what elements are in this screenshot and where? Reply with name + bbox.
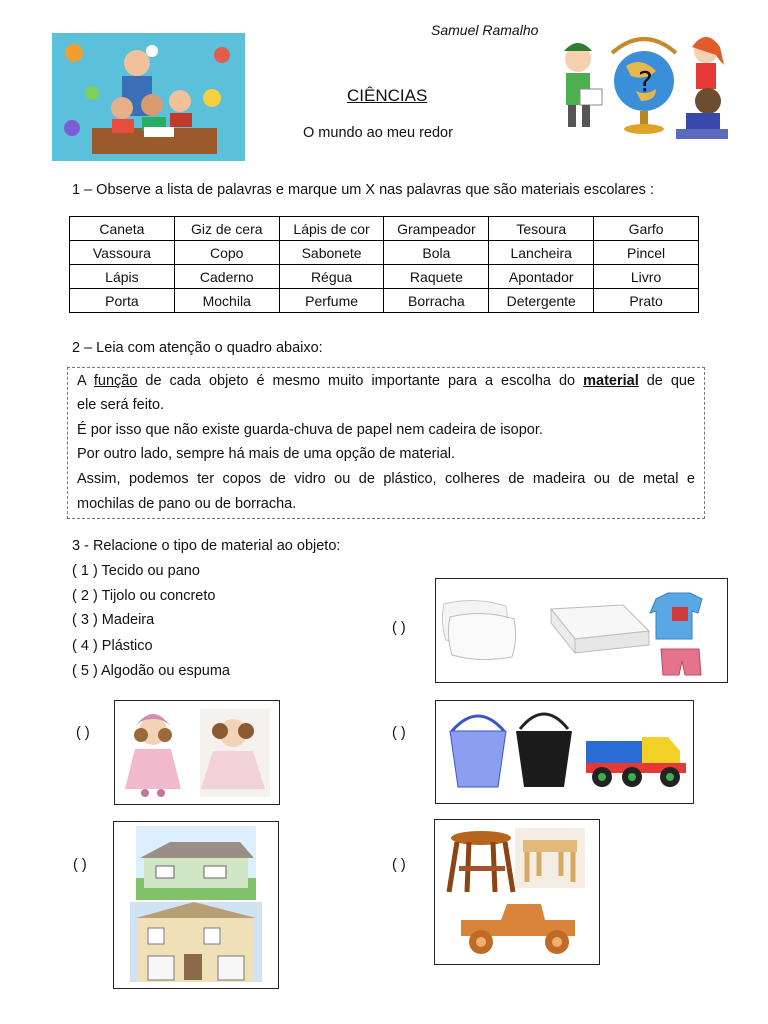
word-cell[interactable]: Grampeador [384,217,489,241]
header-clipart-children-studying [52,33,245,161]
word-cell[interactable]: Prato [594,289,699,313]
page-title: CIÊNCIAS [347,86,428,105]
word-cell[interactable]: Copo [174,241,279,265]
page-subtitle: O mundo ao meu redor [303,125,453,141]
picture-rag-dolls [114,700,280,805]
word-cell[interactable]: Detergente [489,289,594,313]
answer-blank-wood[interactable]: ( ) [392,857,406,873]
question-1-prompt: 1 – Observe a lista de palavras e marque um X nas palavras que são materiais escolares : [72,182,654,198]
word-cell[interactable]: Caderno [174,265,279,289]
keyword-material: material [583,373,639,389]
reading-text: A [77,373,86,389]
picture-plastic-objects [435,700,694,804]
word-table [69,216,699,313]
reading-line-1 [77,369,695,393]
word-cell[interactable]: Perfume [279,289,384,313]
word-cell[interactable]: Sabonete [279,241,384,265]
reading-line-2: ele será feito. [77,397,165,413]
svg-text:?: ? [638,65,653,98]
header-clipart-kids-globe [556,31,734,143]
keyword-funcao: função [93,373,138,389]
reading-text: de que [646,373,696,389]
option-1: ( 1 ) Tecido ou pano [72,563,200,579]
word-cell[interactable]: Tesoura [489,217,594,241]
reading-line-6: mochilas de pano ou de borracha. [77,496,297,512]
word-cell[interactable]: Porta [70,289,175,313]
reading-box [67,367,705,519]
word-cell[interactable]: Pincel [594,241,699,265]
word-table-row [70,217,699,241]
question-3-prompt: 3 - Relacione o tipo de material ao objeto: [72,538,341,554]
option-3: ( 3 ) Madeira [72,612,155,628]
word-table-row [70,289,699,313]
word-cell[interactable]: Lápis [70,265,175,289]
picture-houses [113,821,279,989]
answer-blank-houses[interactable]: ( ) [73,857,87,873]
word-cell[interactable]: Raquete [384,265,489,289]
word-cell[interactable]: Borracha [384,289,489,313]
word-cell[interactable]: Lápis de cor [279,217,384,241]
question-2-prompt: 2 – Leia com atenção o quadro abaixo: [72,340,323,356]
option-4: ( 4 ) Plástico [72,638,153,654]
word-cell[interactable]: Mochila [174,289,279,313]
picture-wooden-objects [434,819,600,965]
reading-line-4: Por outro lado, sempre há mais de uma opção de material. [77,446,456,462]
word-cell[interactable]: Livro [594,265,699,289]
word-cell[interactable]: Giz de cera [174,217,279,241]
reading-line-3: É por isso que não existe guarda-chuva de papel nem cadeira de isopor. [77,422,543,438]
answer-blank-dolls[interactable]: ( ) [76,725,90,741]
word-cell[interactable]: Garfo [594,217,699,241]
word-table-row [70,241,699,265]
word-cell[interactable]: Lancheira [489,241,594,265]
word-cell[interactable]: Caneta [70,217,175,241]
answer-blank-buckets[interactable]: ( ) [392,725,406,741]
word-cell[interactable]: Vassoura [70,241,175,265]
option-2: ( 2 ) Tijolo ou concreto [72,588,216,604]
answer-blank-bedding[interactable]: ( ) [392,620,406,636]
word-cell[interactable]: Bola [384,241,489,265]
reading-text: de cada objeto é mesmo muito importante para a escolha do [145,373,576,389]
reading-line-5: Assim, podemos ter copos de vidro ou de plástico, colheres de madeira ou de metal e [77,471,695,487]
word-table-row [70,265,699,289]
author-name: Samuel Ramalho [431,22,539,38]
picture-bedding [435,578,728,683]
option-5: ( 5 ) Algodão ou espuma [72,663,230,679]
word-cell[interactable]: Apontador [489,265,594,289]
word-cell[interactable]: Régua [279,265,384,289]
